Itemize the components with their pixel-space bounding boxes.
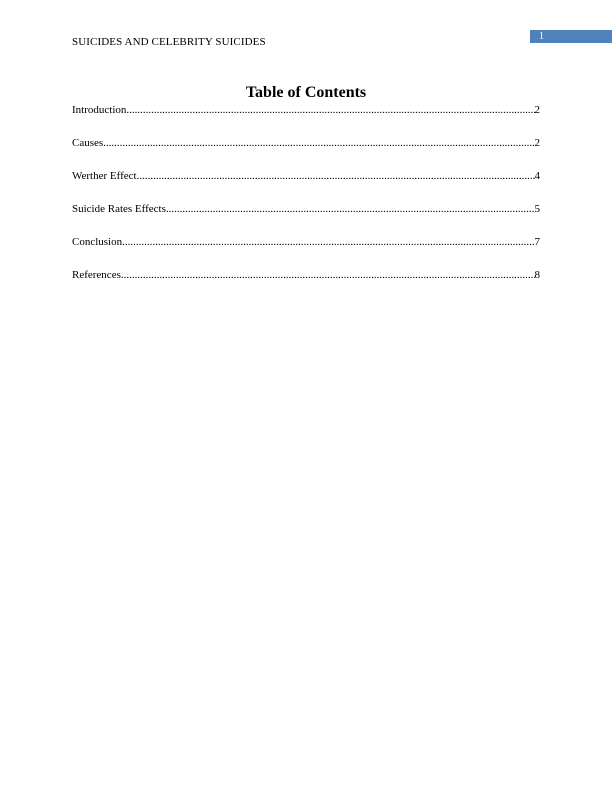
- toc-entry-werther-effect[interactable]: [72, 170, 540, 203]
- toc-title: Table of Contents: [245, 84, 367, 101]
- toc-entry-page: 7: [534, 236, 540, 248]
- page-number-box: [530, 30, 612, 43]
- toc-entry-introduction[interactable]: [72, 104, 540, 137]
- toc-entry-label: Introduction: [72, 104, 127, 116]
- dot-leader: [122, 236, 534, 249]
- toc-entry-label: References: [72, 269, 121, 281]
- toc-entry-conclusion[interactable]: [72, 236, 540, 269]
- toc-list: [72, 104, 540, 302]
- running-head: SUICIDES AND CELEBRITY SUICIDES: [72, 36, 266, 48]
- dot-leader: [137, 170, 535, 183]
- toc-entry-causes[interactable]: [72, 137, 540, 170]
- toc-entry-page: 8: [534, 269, 540, 281]
- page-number: 1: [539, 31, 544, 42]
- toc-entry-page: 4: [534, 170, 540, 182]
- dot-leader: [166, 203, 535, 216]
- toc-entry-label: Werther Effect: [72, 170, 137, 182]
- toc-entry-references[interactable]: [72, 269, 540, 302]
- toc-entry-label: Conclusion: [72, 236, 123, 248]
- toc-entry-page: 5: [534, 203, 540, 215]
- dot-leader: [126, 104, 534, 117]
- toc-entry-page: 2: [534, 104, 540, 116]
- dot-leader: [121, 269, 535, 282]
- dot-leader: [103, 137, 534, 150]
- toc-entry-label: Suicide Rates Effects: [72, 203, 166, 215]
- toc-entry-label: Causes: [72, 137, 104, 149]
- toc-entry-suicide-rates-effects[interactable]: [72, 203, 540, 236]
- toc-entry-page: 2: [534, 137, 540, 149]
